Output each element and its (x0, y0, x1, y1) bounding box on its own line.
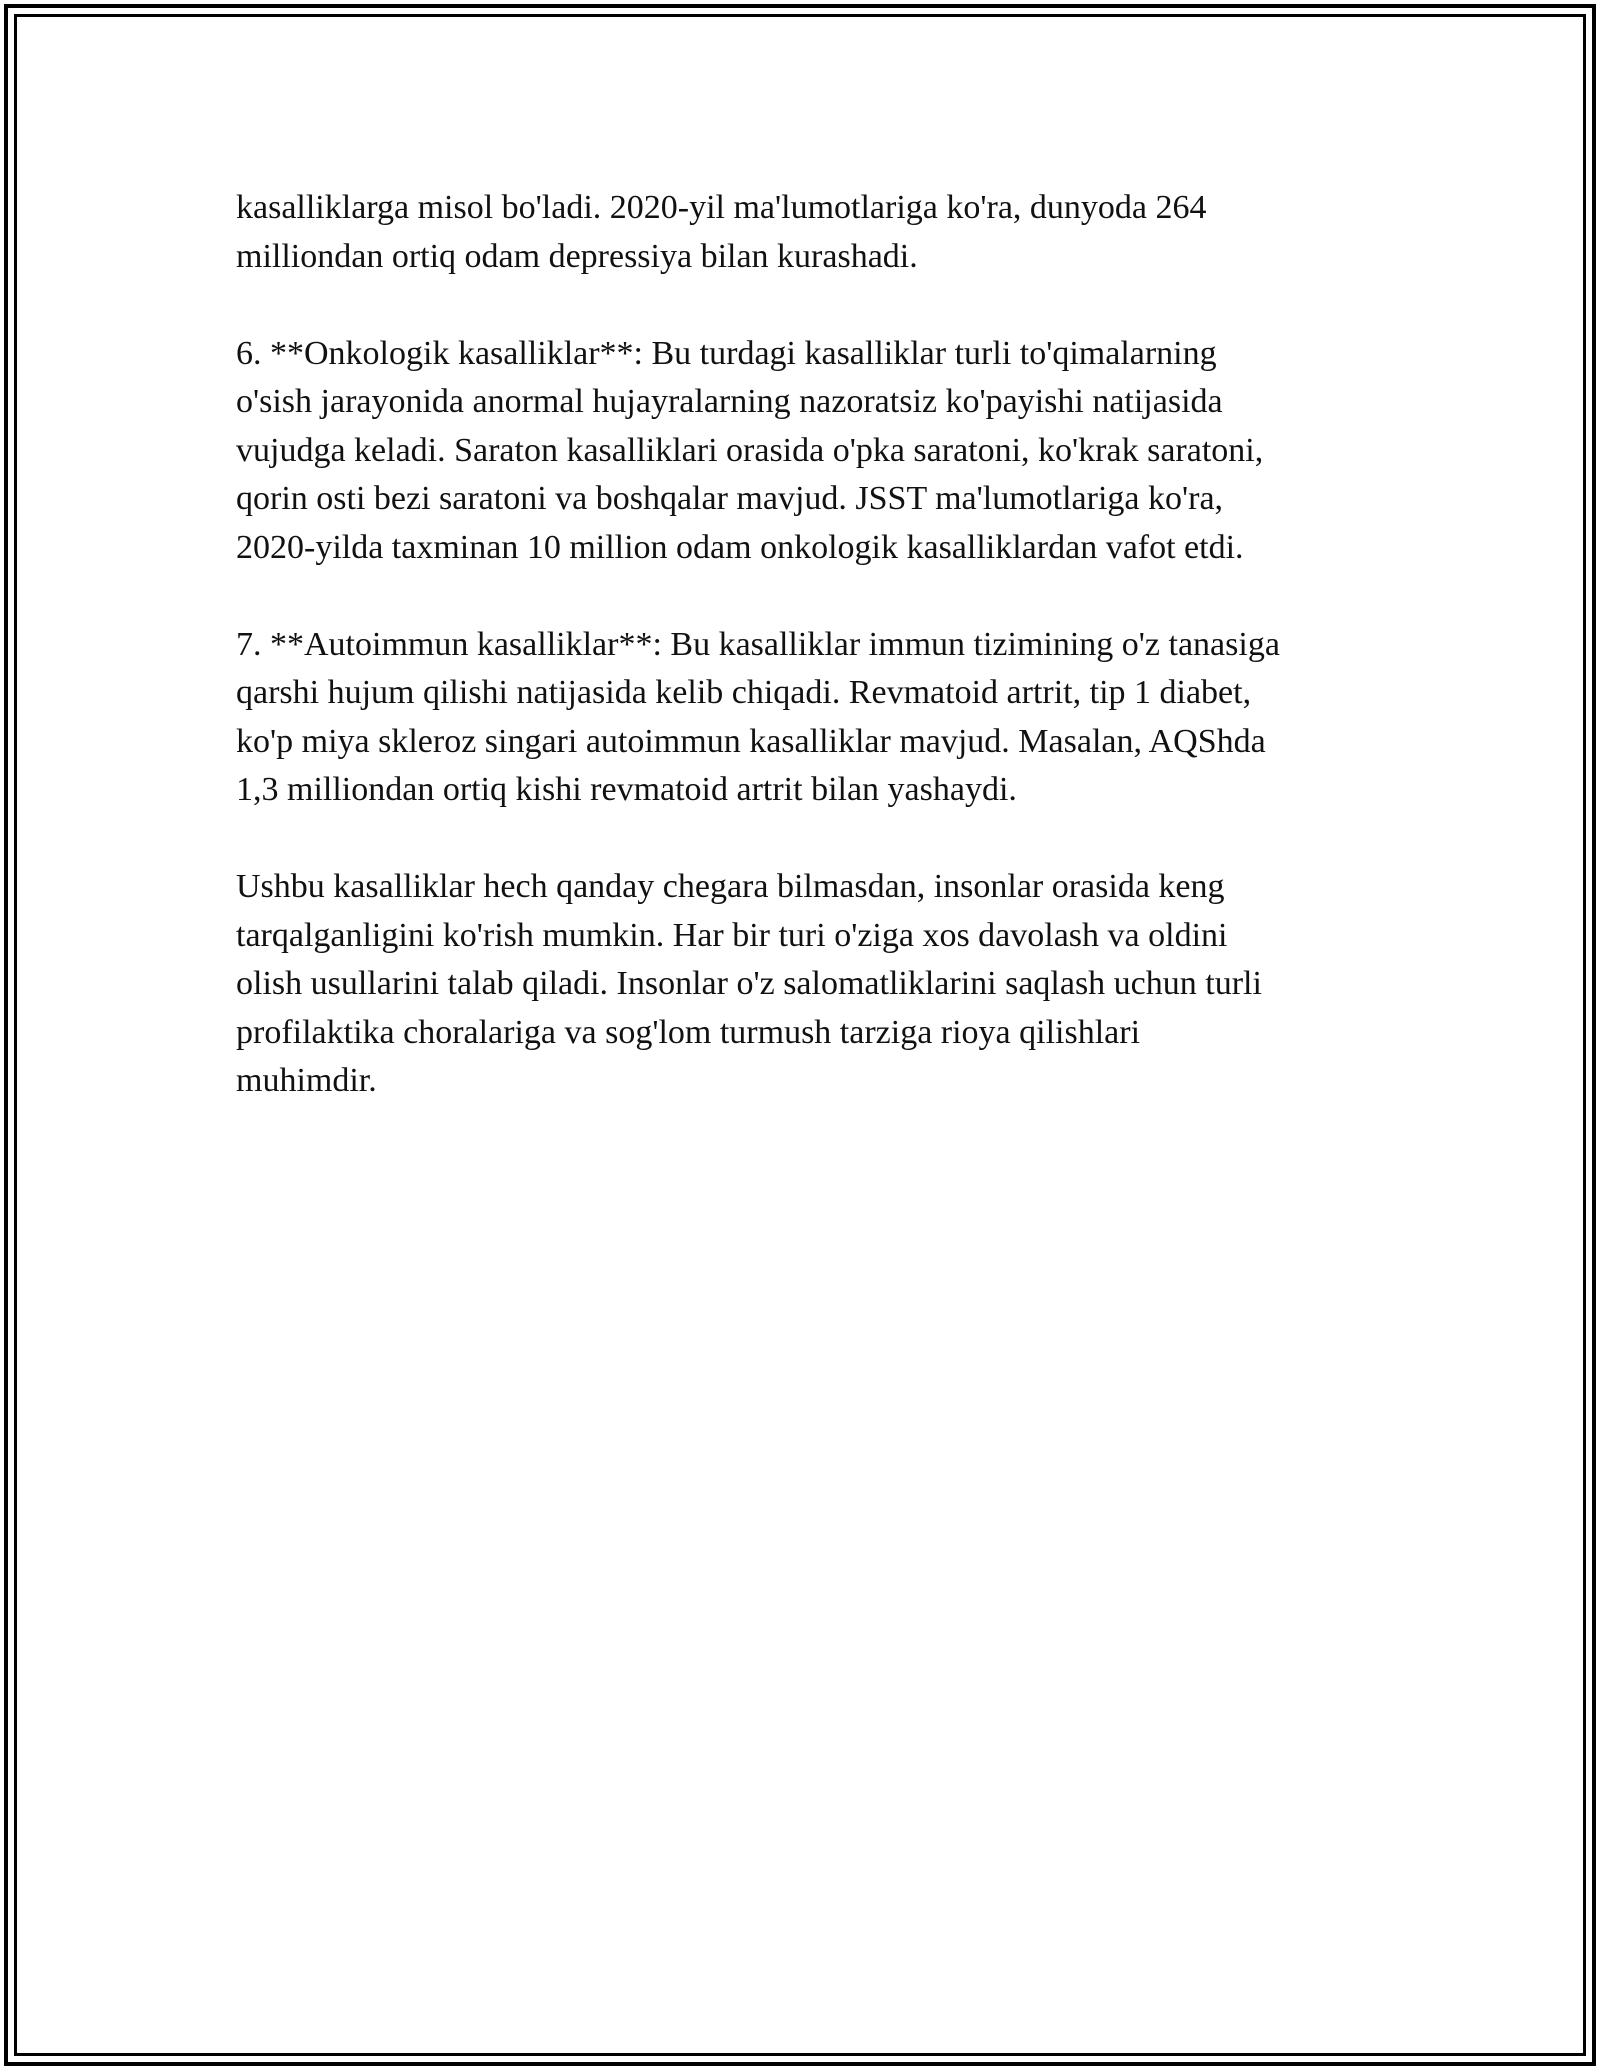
paragraph-autoimmune-diseases (236, 621, 1396, 815)
text-line: tarqalganligini ko'rish mumkin. Har bir turi o'ziga xos davolash va oldini (236, 916, 1228, 954)
text-line: kasalliklarga misol bo'ladi. 2020-yil ma'lumotlariga ko'ra, dunyoda 264 (236, 189, 1207, 226)
text-line: muhimdir. (236, 1062, 377, 1099)
text-line: ko'p miya skleroz singari autoimmun kasalliklar mavjud. Masalan, AQShda (236, 722, 1266, 760)
text-line: o'sish jarayonida anormal hujayralarning nazoratsiz ko'payishi natijasida (236, 383, 1223, 420)
text-line: 7. **Autoimmun kasalliklar**: Bu kasalliklar immun tizimining o'z tanasiga (236, 625, 1280, 663)
document-body (236, 184, 1396, 1106)
text-line: qorin osti bezi saratoni va boshqalar mavjud. JSST ma'lumotlariga ko'ra, (236, 480, 1224, 517)
text-line: 1,3 milliondan ortiq kishi revmatoid artrit bilan yashaydi. (236, 771, 1017, 808)
text-line: 2020-yilda taxminan 10 million odam onkologik kasalliklardan vafot etdi. (236, 528, 1244, 566)
text-line: milliondan ortiq odam depressiya bilan kurashadi. (236, 237, 918, 275)
text-line: Ushbu kasalliklar hech qanday chegara bilmasdan, insonlar orasida keng (236, 868, 1225, 905)
text-line: vujudga keladi. Saraton kasalliklari orasida o'pka saratoni, ko'krak saratoni, (236, 431, 1264, 469)
text-line: qarshi hujum qilishi natijasida kelib chiqadi. Revmatoid artrit, tip 1 diabet, (236, 674, 1252, 711)
paragraph-conclusion (236, 863, 1396, 1106)
text-line: 6. **Onkologik kasalliklar**: Bu turdagi kasalliklar turli to'qimalarning (236, 334, 1217, 372)
text-line: olish usullarini talab qiladi. Insonlar o'z salomatliklarini saqlash uchun turli (236, 965, 1262, 1002)
text-line: profilaktika choralariga va sog'lom turmush tarziga rioya qilishlari (236, 1013, 1141, 1051)
paragraph-depression-continuation (236, 184, 1396, 281)
paragraph-oncological-diseases (236, 330, 1396, 573)
